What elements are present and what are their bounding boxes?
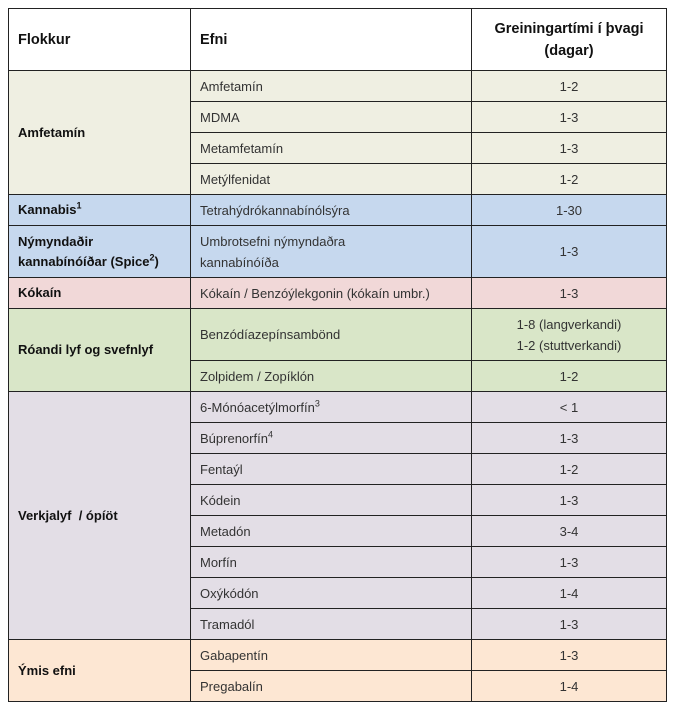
category-cell-nymyndadir (9, 226, 191, 278)
table-row (9, 195, 667, 226)
substance-cell: Pregabalín (191, 671, 472, 702)
time-cell (472, 309, 667, 361)
category-cell-kannabis (9, 195, 191, 226)
time-cell: 1-3 (472, 278, 667, 309)
substance-cell: Metamfetamín (191, 133, 472, 164)
time-cell: 1-2 (472, 71, 667, 102)
substance-cell: Zolpidem / Zopíklón (191, 361, 472, 392)
time-cell: 1-3 (472, 226, 667, 278)
footnote-marker: 4 (267, 429, 273, 440)
header-category: Flokkur (9, 9, 191, 71)
time-cell: 1-4 (472, 671, 667, 702)
substance-cell: Kókaín / Benzóýlekgonin (kókaín umbr.) (191, 278, 472, 309)
substance-text: 6-Mónóacetýlmorfín (200, 399, 315, 415)
substance-cell: Metýlfenidat (191, 164, 472, 195)
category-cell-verkjalyf: Verkjalyf / ópíöt (9, 392, 191, 640)
time-line2: 1-2 (stuttverkandi) (516, 337, 622, 353)
header-detection-time (472, 9, 667, 71)
time-line1: 1-8 (langverkandi) (516, 316, 622, 332)
table-row (9, 392, 667, 423)
substance-cell: Fentaýl (191, 454, 472, 485)
time-cell: 1-3 (472, 102, 667, 133)
table-row (9, 226, 667, 278)
substance-cell: Morfín (191, 547, 472, 578)
detection-time-table (8, 8, 667, 702)
table-row (9, 71, 667, 102)
substance-line2: kannabínóíða (200, 254, 279, 270)
substance-cell (191, 423, 472, 454)
category-cell-kokain: Kókaín (9, 278, 191, 309)
category-line2 (18, 252, 181, 272)
substance-cell: Gabapentín (191, 640, 472, 671)
time-cell: 1-30 (472, 195, 667, 226)
time-cell: 1-2 (472, 454, 667, 485)
category-cell-roandi: Róandi lyf og svefnlyf (9, 309, 191, 392)
header-substance: Efni (191, 9, 472, 71)
header-time-line2: (dagar) (544, 42, 594, 59)
category-line1: Nýmyndaðir (18, 233, 94, 249)
time-cell: 1-3 (472, 485, 667, 516)
time-cell: 1-2 (472, 164, 667, 195)
substance-cell (191, 226, 472, 278)
table-row (9, 640, 667, 671)
category-label: Kannabis (18, 202, 77, 217)
time-cell: 1-4 (472, 578, 667, 609)
time-cell: < 1 (472, 392, 667, 423)
category-line2-close: ) (154, 253, 159, 269)
category-cell-amfetamin: Amfetamín (9, 71, 191, 195)
header-row (9, 9, 667, 71)
footnote-marker: 2 (149, 252, 155, 263)
time-cell: 1-2 (472, 361, 667, 392)
substance-cell: Tetrahýdrókannabínólsýra (191, 195, 472, 226)
substance-cell: MDMA (191, 102, 472, 133)
substance-cell: Oxýkódón (191, 578, 472, 609)
time-cell: 1-3 (472, 609, 667, 640)
footnote-marker: 1 (76, 200, 82, 211)
time-cell: 1-3 (472, 640, 667, 671)
category-cell-ymis: Ýmis efni (9, 640, 191, 702)
table-row (9, 278, 667, 309)
substance-cell (191, 392, 472, 423)
substance-cell: Kódein (191, 485, 472, 516)
substance-cell: Metadón (191, 516, 472, 547)
substance-line1: Umbrotsefni nýmyndaðra (200, 233, 346, 249)
time-cell: 1-3 (472, 547, 667, 578)
time-cell: 1-3 (472, 423, 667, 454)
table-row (9, 309, 667, 361)
substance-text: Búprenorfín (200, 430, 268, 446)
category-line2-text: kannabínóíðar (Spice (18, 253, 150, 269)
substance-cell: Amfetamín (191, 71, 472, 102)
substance-cell: Tramadól (191, 609, 472, 640)
time-cell: 3-4 (472, 516, 667, 547)
header-time-line1: Greiningartími í þvagi (494, 20, 644, 37)
footnote-marker: 3 (314, 398, 320, 409)
time-cell: 1-3 (472, 133, 667, 164)
substance-cell: Benzódíazepínsambönd (191, 309, 472, 361)
